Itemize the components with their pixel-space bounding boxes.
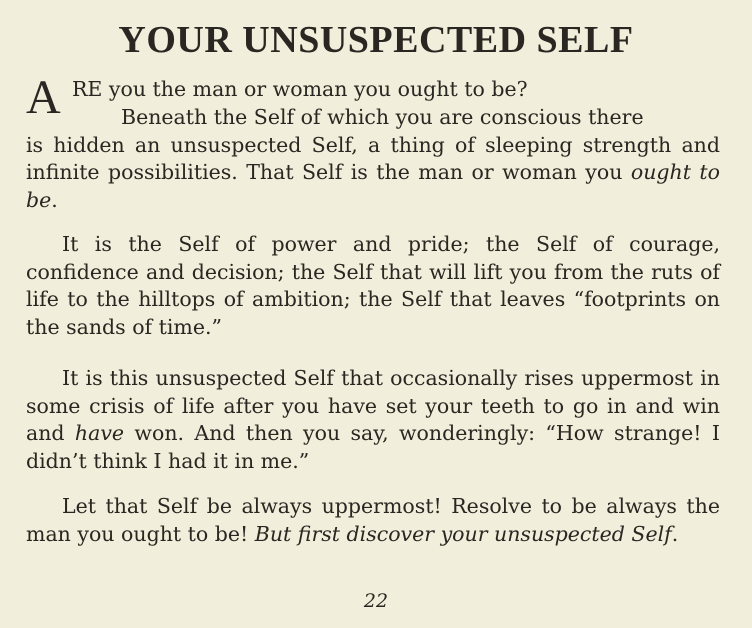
page-title: YOUR UNSUSPECTED SELF — [118, 19, 634, 61]
paragraph-2 — [26, 231, 720, 341]
paragraph-3-text-b: won. And then you say, wonderingly: “How strange! I didn’t think I had it in me.” — [26, 421, 720, 473]
italic-phrase: ought to be — [26, 160, 720, 212]
paragraph-3 — [26, 365, 720, 475]
first-line-text: RE you the man or woman you ought to be? — [72, 77, 528, 101]
paragraph-1 — [26, 71, 720, 214]
second-line-text: Beneath the Self of which you are conscious there — [121, 105, 644, 129]
paragraph-4 — [26, 493, 720, 548]
italic-have: have — [74, 421, 125, 445]
paragraph-2-text: It is the Self of power and pride; the Self of courage, confidence and decision; the Self that will lift you from the ruts of life to the hilltops of ambition; the Self that leaves “footprints on the sands of time.” — [26, 232, 720, 339]
drop-cap: A — [26, 71, 61, 124]
paragraph-4-end: . — [671, 521, 679, 546]
paragraph-3-text-a: It is this unsuspected Self that occasionally rises uppermost in some crisis of life after you have set your teeth to go in and win and — [26, 366, 720, 445]
paragraph-1-body: is hidden an unsuspected Self, a thing of sleeping strength and infinite possibilities. That Self is the man or woman you — [26, 132, 720, 184]
paragraph-4-text-a: Let that Self be always uppermost! Resolve to be always the man you ought to be! — [26, 494, 720, 546]
paragraph-1-end: . — [51, 187, 58, 212]
italic-closing: But first discover your unsuspected Self — [254, 521, 672, 546]
page-number: 22 — [363, 590, 389, 612]
